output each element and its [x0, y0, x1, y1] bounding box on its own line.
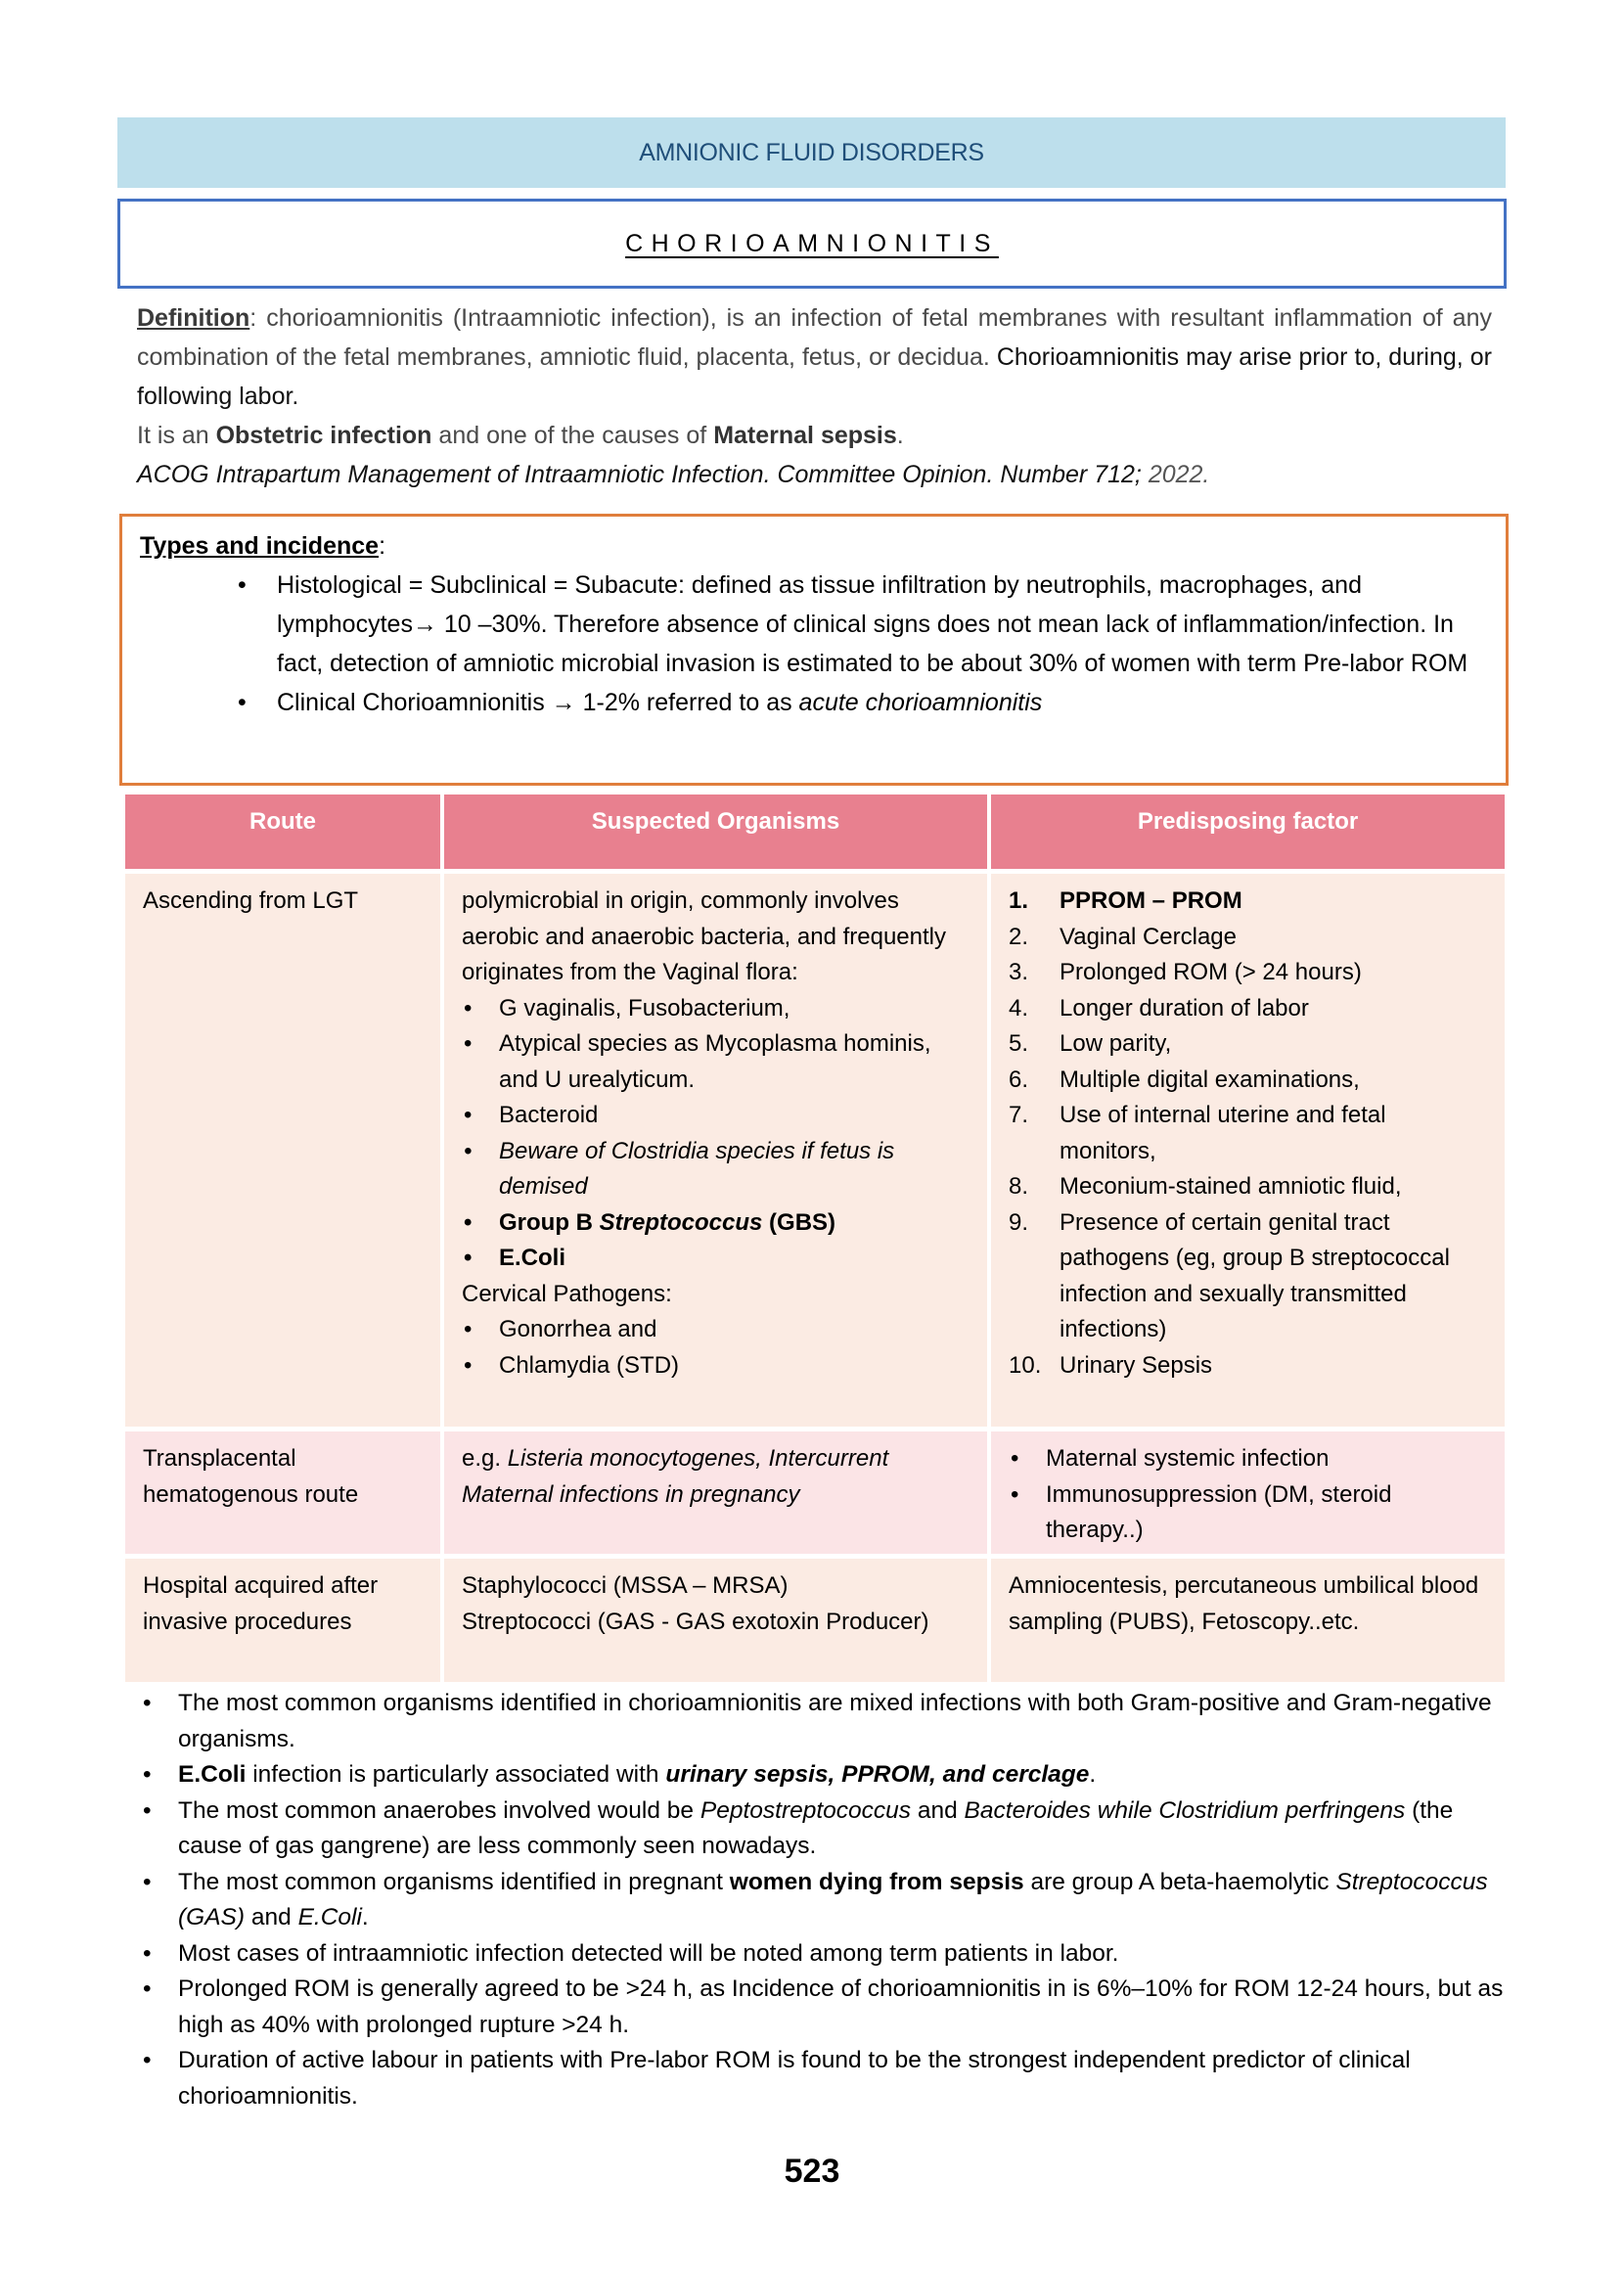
bullet-icon: • [464, 1137, 473, 1164]
organisms-list [462, 991, 970, 1277]
types-incidence-box [119, 514, 1509, 786]
list-item: • Immunosuppression (DM, steroid therapy..) [1009, 1477, 1487, 1549]
bullet-icon: • [1011, 1480, 1019, 1508]
citation: ACOG Intrapartum Management of Intraamniotic Infection. Committee Opinion. Number 712; 2022. [137, 461, 1210, 488]
note-item: • Duration of active labour in patients with Pre-labor ROM is found to be the strongest independent predictor of clinical chorioamnionitis. [137, 2043, 1507, 2114]
bullet-icon: • [238, 689, 247, 716]
factors-list [1009, 1441, 1487, 1549]
bullet-icon: • [143, 1761, 152, 1788]
note-item: • The most common organisms identified in pregnant women dying from sepsis are group A beta-haemolytic Streptococcus (GAS) and E.Coli. [137, 1865, 1507, 1936]
page-number: 523 [784, 2153, 840, 2190]
bullet-icon: • [464, 1316, 473, 1342]
types-heading: Types and incidence: [140, 532, 386, 560]
organisms-cell: Staphylococci (MSSA – MRSA) Streptococci (GAS - GAS exotoxin Producer) [444, 1559, 987, 1682]
bullet-icon: • [143, 1690, 152, 1716]
definition-text: chorioamnionitis (Intraamniotic infection), is an infection of fetal membranes with resultant inflammation of any combination of the fetal membranes, amniotic fluid, placenta, fetus, or decidua. [137, 304, 1492, 371]
list-item: • G vaginalis, Fusobacterium, [462, 991, 970, 1027]
bullet-icon: • [143, 1975, 152, 2002]
factors-list [1009, 884, 1487, 1384]
bullet-icon: • [464, 1208, 473, 1236]
definition-label: Definition [137, 304, 250, 332]
list-item: • Maternal systemic infection [1009, 1441, 1487, 1477]
routes-table [125, 794, 1505, 1682]
notes-list [137, 1686, 1507, 2114]
table-row [125, 1559, 1505, 1682]
list-item: • Beware of Clostridia species if fetus is demised [462, 1134, 970, 1205]
column-header-organisms: Suspected Organisms [444, 794, 987, 869]
factors-cell [991, 874, 1505, 1427]
section-title: AMNIONIC FLUID DISORDERS [639, 138, 984, 166]
types-item-histological: • Histological = Subclinical = Subacute: defined as tissue infiltration by neutrophils, macrophages, and lymphocytes→ 10 –30%. Therefore absence of clinical signs does not mean lack of inflammation/infection. In fact, detection of amniotic microbial invasion is estimated to be about 30% of women with term Pre-labor ROM [238, 566, 1488, 683]
bullet-icon: • [143, 1868, 152, 1895]
definition-sepsis-line: It is an Obstetric infection and one of the causes of Maternal sepsis. [137, 422, 904, 449]
cervical-list [462, 1312, 970, 1384]
route-cell: Ascending from LGT [125, 874, 440, 1427]
list-item: 6. Multiple digital examinations, [1009, 1066, 1360, 1093]
title-box [117, 199, 1507, 289]
list-item: • Group B Streptococcus (GBS) [462, 1205, 970, 1242]
note-item: • Prolonged ROM is generally agreed to be >24 h, as Incidence of chorioamnionitis in is 6%–10% for ROM 12-24 hours, but as high as 40% with prolonged rupture >24 h. [137, 1972, 1507, 2043]
list-item: 2. Vaginal Cerclage [1009, 923, 1237, 950]
list-item: 9. Presence of certain genital tract pathogens (eg, group B streptococcal infection and sexually transmitted infections) [1009, 1208, 1450, 1342]
bullet-icon: • [464, 1245, 473, 1271]
factors-cell: Amniocentesis, percutaneous umbilical blood sampling (PUBS), Fetoscopy..etc. [991, 1559, 1505, 1682]
bullet-icon: • [143, 1939, 152, 1967]
definition-block [137, 298, 1492, 494]
definition-paragraph: Definition: chorioamnionitis (Intraamniotic infection), is an infection of fetal membranes with resultant inflammation of any combination of the fetal membranes, amniotic fluid, placenta, fetus, or decidua. Chorioamnionitis may arise prior to, during, or following labor. [137, 304, 1492, 410]
list-item: • Bacteroid [462, 1098, 970, 1134]
route-cell: Transplacental hematogenous route [125, 1431, 440, 1554]
definition-text-2: Chorioamnionitis may arise prior to, during, or following labor. [137, 343, 1492, 410]
table-header-row [125, 794, 1505, 869]
bullet-icon: • [464, 1030, 473, 1057]
bullet-icon: • [464, 1102, 473, 1128]
list-item: 1. PPROM – PROM [1009, 887, 1242, 914]
list-item: 7. Use of internal uterine and fetal monitors, [1009, 1102, 1386, 1164]
bullet-icon: • [464, 1351, 473, 1379]
factors-cell [991, 1431, 1505, 1554]
cervical-label: Cervical Pathogens: [462, 1280, 672, 1307]
types-list [140, 566, 1488, 722]
table-row [125, 1431, 1505, 1554]
list-item: 3. Prolonged ROM (> 24 hours) [1009, 959, 1362, 985]
list-item: • Atypical species as Mycoplasma hominis, and U urealyticum. [462, 1026, 970, 1098]
note-item: • The most common anaerobes involved would be Peptostreptococcus and Bacteroides while Clostridium perfringens (the cause of gas gangrene) are less commonly seen nowadays. [137, 1793, 1507, 1865]
note-item: • E.Coli infection is particularly associated with urinary sepsis, PPROM, and cerclage. [137, 1757, 1507, 1793]
bullet-icon: • [238, 571, 247, 599]
types-item-clinical: • Clinical Chorioamnionitis → 1-2% referred to as acute chorioamnionitis [238, 683, 1488, 722]
list-item: • E.Coli [462, 1241, 970, 1277]
organisms-cell: e.g. Listeria monocytogenes, Intercurrent Maternal infections in pregnancy [444, 1431, 987, 1554]
column-header-factors: Predisposing factor [991, 794, 1505, 869]
list-item: 10. Urinary Sepsis [1009, 1351, 1213, 1379]
column-header-route: Route [125, 794, 440, 869]
list-item: • Chlamydia (STD) [462, 1348, 970, 1385]
table-row [125, 874, 1505, 1427]
note-item: • Most cases of intraamniotic infection detected will be noted among term patients in labor. [137, 1936, 1507, 1973]
bullet-icon: • [143, 1796, 152, 1824]
list-item: 5. Low parity, [1009, 1030, 1172, 1057]
list-item: • Gonorrhea and [462, 1312, 970, 1348]
page-title: CHORIOAMNIONITIS [625, 229, 999, 257]
list-item: 8. Meconium-stained amniotic fluid, [1009, 1173, 1402, 1200]
route-cell: Hospital acquired after invasive procedures [125, 1559, 440, 1682]
organisms-cell: polymicrobial in origin, commonly involves aerobic and anaerobic bacteria, and frequently originates from the Vaginal flora: • G vaginalis, Fusobacterium, • Atypical species as Mycoplasma hominis, and U urealyticum. • Bacteroid • Beware of Clostridia species if fetus is demised • Group B Streptococcus (GBS) • E.Coli Cervical Pathogens: • Gonorrhea and • Chlamydia (STD) [444, 874, 987, 1427]
note-item: • The most common organisms identified in chorioamnionitis are mixed infections with both Gram-positive and Gram-negative organisms. [137, 1686, 1507, 1757]
bullet-icon: • [143, 2047, 152, 2073]
section-banner [117, 117, 1506, 188]
list-item: 4. Longer duration of labor [1009, 994, 1309, 1022]
bullet-icon: • [464, 994, 473, 1022]
bullet-icon: • [1011, 1445, 1019, 1472]
